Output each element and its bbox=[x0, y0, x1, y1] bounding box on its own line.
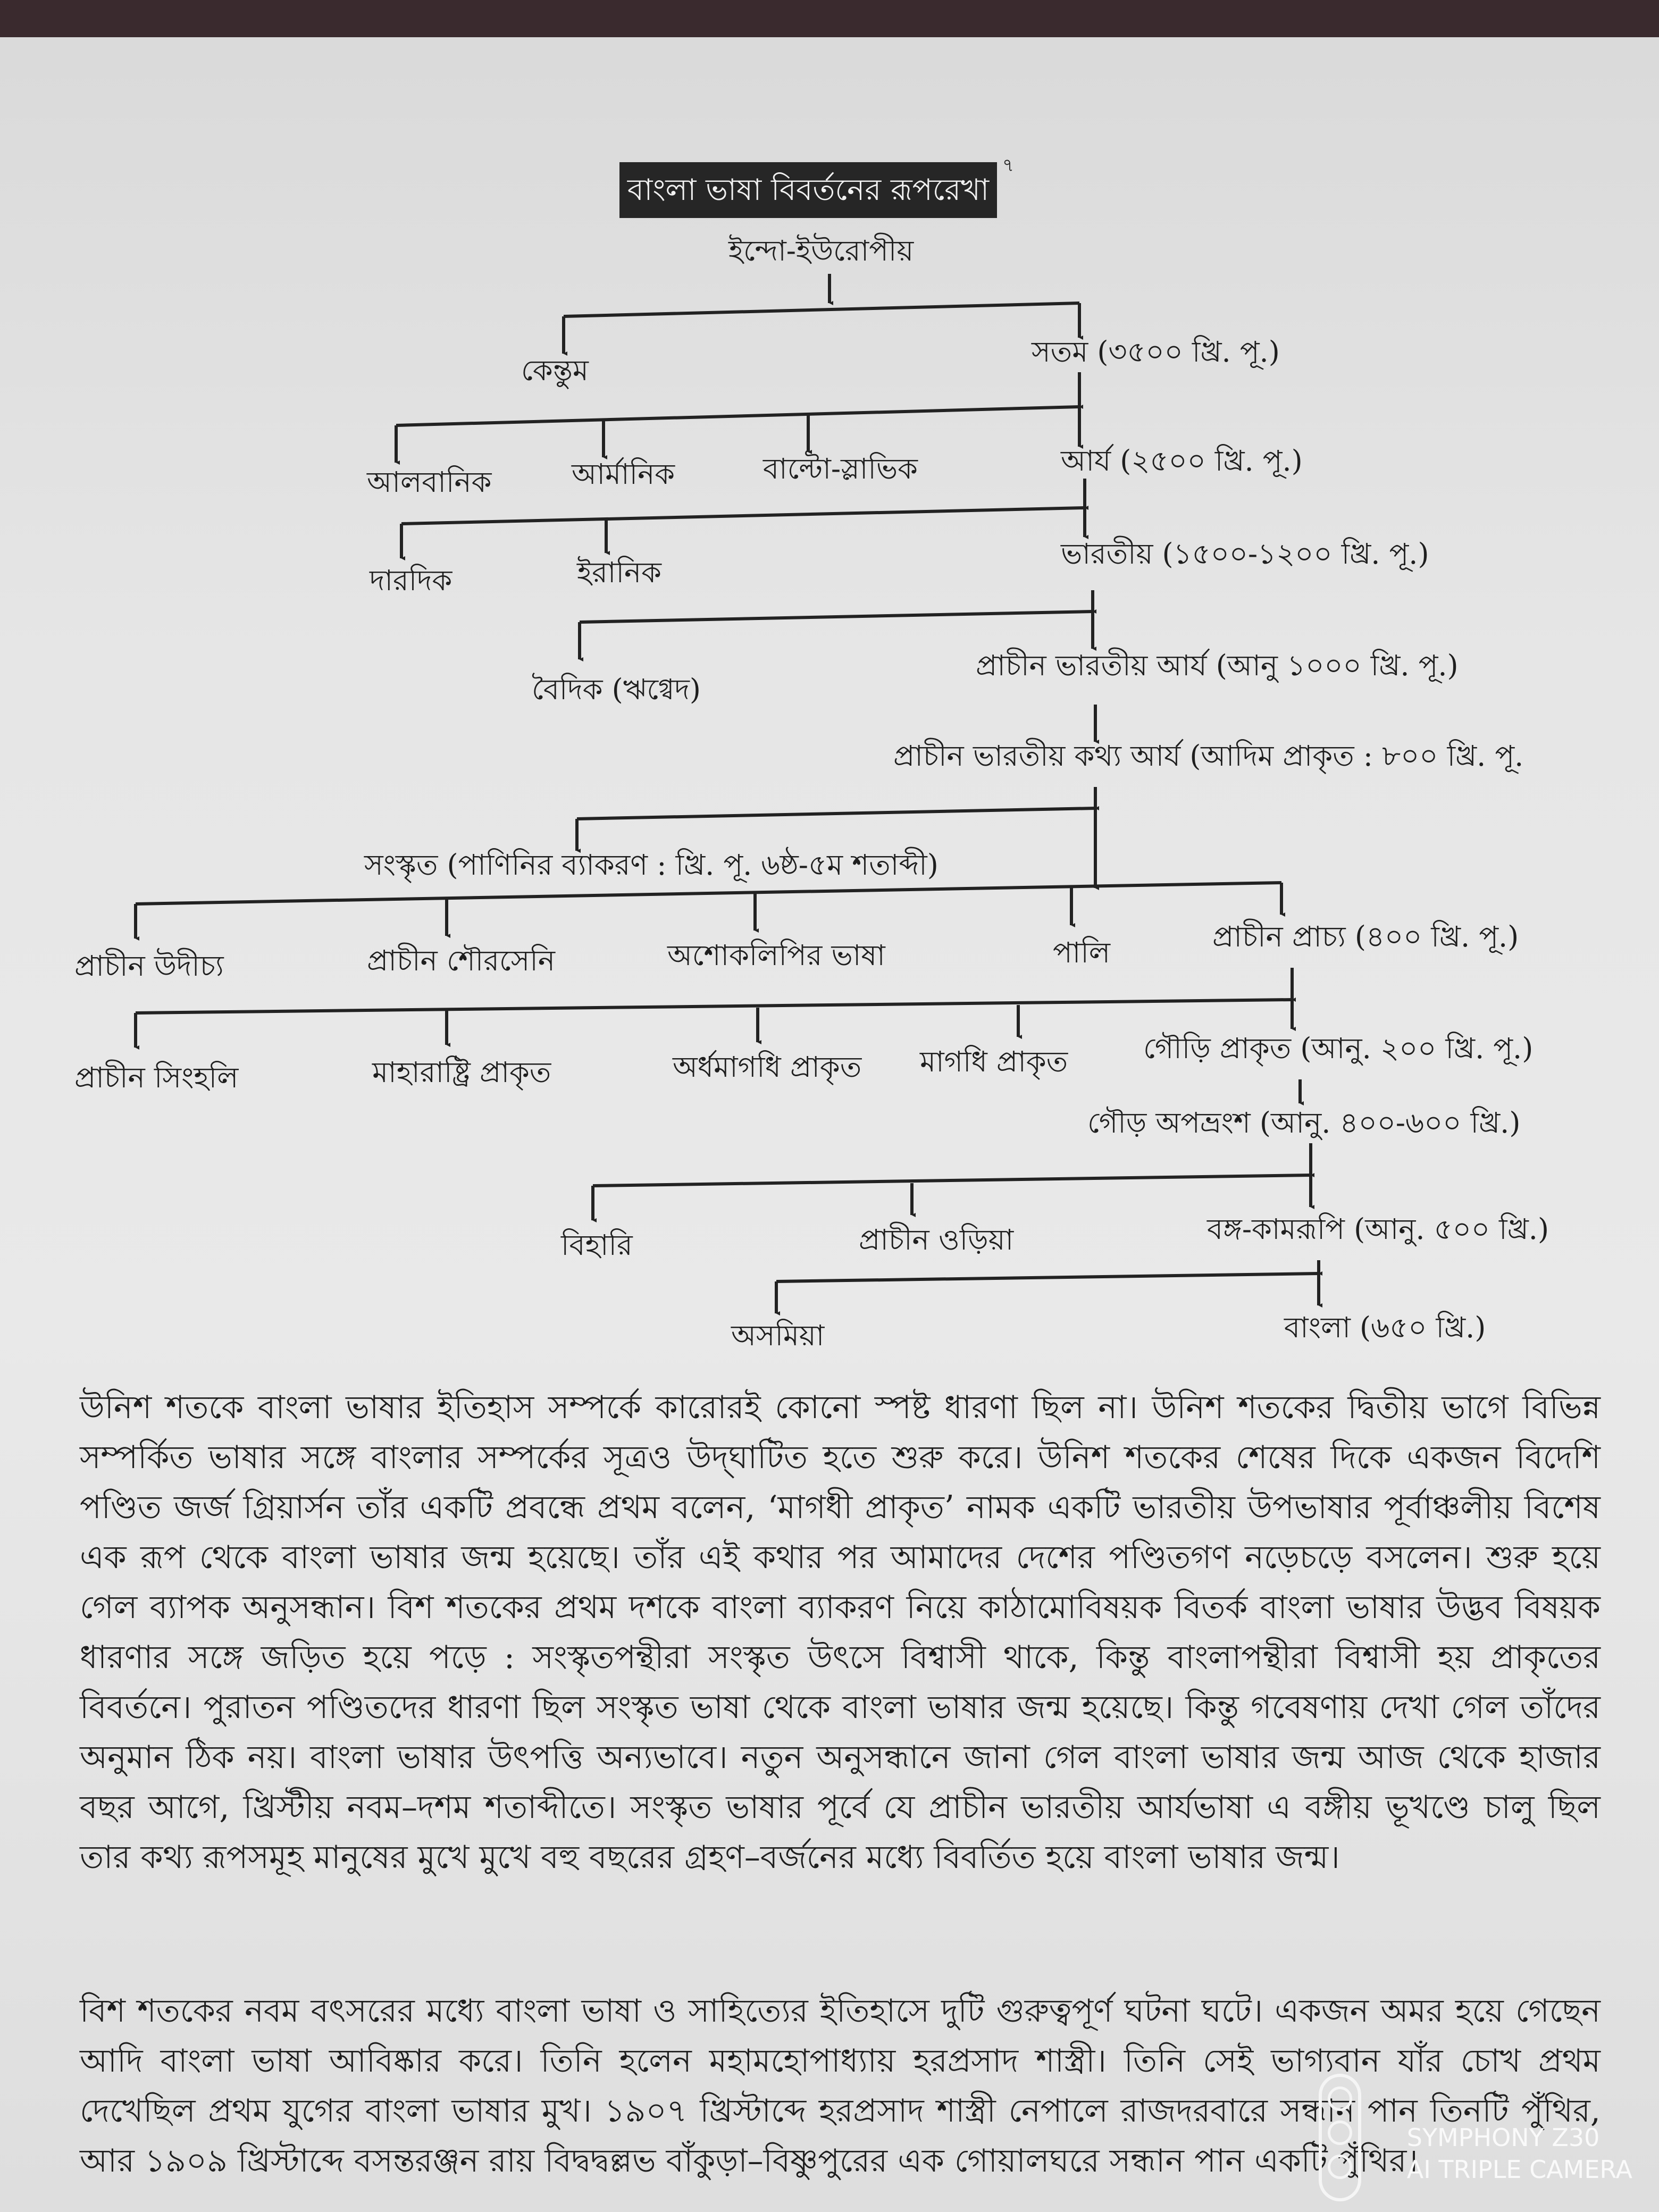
camera-icon bbox=[1319, 2074, 1361, 2201]
node-vedic: বৈদিক (ঋগ্বেদ) bbox=[532, 673, 701, 706]
node-kentum: কেন্তুম bbox=[521, 354, 589, 387]
node-ashokan: অশোকলিপির ভাষা bbox=[667, 939, 885, 972]
node-ardhamagadhi: অর্ধমাগধি প্রাকৃত bbox=[673, 1050, 862, 1084]
page-number: ৭ bbox=[1002, 155, 1015, 176]
page-title: বাংলা ভাষা বিবর্তনের রূপরেখা bbox=[619, 162, 997, 218]
body-paragraph-2: বিশ শতকের নবম বৎসরের মধ্যে বাংলা ভাষা ও সাহিত্যের ইতিহাসে দুটি গুরুত্বপূর্ণ ঘটনা ঘটে। একজন অমর হয়ে গেছেন আদি বাংলা ভাষা আবিষ্কার করে। তিনি হলেন মহামহোপাধ্যায় হরপ্রসাদ শাস্ত্রী। তিনি সেই ভাগ্যবান যাঁর চোখ প্রথম দেখেছিল প্রথম যুগের বাংলা ভাষার মুখ। ১৯০৭ খ্রিস্টাব্দে হরপ্রসাদ শাস্ত্রী নেপালে রাজদরবারে সন্ধান পান তিনটি পুঁথির, আর ১৯০৯ খ্রিস্টাব্দে বসন্তরঞ্জন রায় বিদ্বদ্বল্লভ বাঁকুড়া–বিষ্ণুপুরের এক গোয়ালঘরে সন্ধান পান একটি পুঁথির। bbox=[80, 1992, 1601, 2180]
node-assamese: অসমিয়া bbox=[731, 1319, 825, 1352]
watermark-camera: AI TRIPLE CAMERA bbox=[1406, 2155, 1632, 2184]
node-old-shauraseni: প্রাচীন শৌরসেনি bbox=[367, 944, 556, 977]
node-satem: সতম (৩৫০০ খ্রি. পূ.) bbox=[1032, 335, 1280, 368]
tree-connectors bbox=[136, 274, 1319, 1313]
node-old-udichya: প্রাচীন উদীচ্য bbox=[74, 949, 224, 983]
node-dardic: দারদিক bbox=[370, 564, 453, 597]
node-old-prachya: প্রাচীন প্রাচ্য (৪০০ খ্রি. পূ.) bbox=[1212, 920, 1519, 953]
node-arya: আর্য (২৫০০ খ্রি. পূ.) bbox=[1061, 444, 1303, 477]
node-armenian: আর্মানিক bbox=[572, 457, 675, 491]
node-old-indo-aryan: প্রাচীন ভারতীয় আর্য (আনু ১০০০ খ্রি. পূ.) bbox=[976, 649, 1459, 682]
node-old-sinhali: প্রাচীন সিংহলি bbox=[74, 1061, 239, 1094]
node-maharashtri: মাহারাষ্ট্রি প্রাকৃত bbox=[372, 1055, 551, 1089]
node-gaudi-prakrit: গৌড়ি প্রাকৃত (আনু. ২০০ খ্রি. পূ.) bbox=[1143, 1032, 1534, 1065]
node-balto-slavic: বাল্টো-স্লাভিক bbox=[763, 452, 918, 485]
node-sanskrit: সংস্কৃত (পাণিনির ব্যাকরণ : খ্রি. পূ. ৬ষ্ঠ-৫ম শতাব্দী) bbox=[364, 848, 939, 882]
node-banga-kamarupi: বঙ্গ-কামরূপি (আনু. ৫০০ খ্রি.) bbox=[1207, 1212, 1549, 1246]
node-pali: পালি bbox=[1053, 936, 1110, 969]
body-paragraph-1: উনিশ শতকে বাংলা ভাষার ইতিহাস সম্পর্কে কারোরই কোনো স্পষ্ট ধারণা ছিল না। উনিশ শতকের দ্বিতীয় ভাগে বিভিন্ন সম্পর্কিত ভাষার সঙ্গে বাংলার সম্পর্কের সূত্রও উদ্‌ঘাটিত হতে শুরু করে। উনিশ শতকের শেষের দিকে একজন বিদেশি পণ্ডিত জর্জ গ্রিয়ার্সন তাঁর একটি প্রবন্ধে প্রথম বলেন, ‘মাগধী প্রাকৃত’ নামক একটি ভারতীয় উপভাষার পূর্বাঞ্চলীয় বিশেষ এক রূপ থেকে বাংলা ভাষার জন্ম হয়েছে। তাঁর এই কথার পর আমাদের দেশের পণ্ডিতগণ নড়েচড়ে বসলেন। শুরু হয়ে গেল ব্যাপক অনুসন্ধান। বিশ শতকের প্রথম দশকে বাংলা ব্যাকরণ নিয়ে কাঠামোবিষয়ক বিতর্ক বাংলা ভাষার উদ্ভব বিষয়ক ধারণার সঙ্গে জড়িত হয়ে পড়ে : সংস্কৃতপন্থীরা সংস্কৃত উৎসে বিশ্বাসী থাকে, কিন্তু বাংলাপন্থীরা বিশ্বাসী হয় প্রাকৃতের বিবর্তনে। পুরাতন পণ্ডিতদের ধারণা ছিল সংস্কৃত ভাষা থেকে বাংলা ভাষার জন্ম হয়েছে। কিন্তু গবেষণায় দেখা গেল তাঁদের অনুমান ঠিক নয়। বাংলা ভাষার উৎপত্তি অন্যভাবে। নতুন অনুসন্ধানে জানা গেল বাংলা ভাষার জন্ম আজ থেকে হাজার বছর আগে, খ্রিস্টীয় নবম–দশম শতাব্দীতে। সংস্কৃত ভাষার পূর্বে যে প্রাচীন ভারতীয় আর্যভাষা এ বঙ্গীয় ভূখণ্ডে চালু ছিল তার কথ্য রূপসমূহ মানুষের মুখে মুখে বহু বছরের গ্রহণ–বর্জনের মধ্যে বিবর্তিত হয়ে বাংলা ভাষার জন্ম। bbox=[80, 1389, 1601, 1876]
node-iranic: ইরানিক bbox=[577, 556, 661, 589]
node-bangla: বাংলা (৬৫০ খ্রি.) bbox=[1284, 1311, 1486, 1344]
node-gaud-apabhramsha: গৌড় অপভ্রংশ (আনু. ৪০০-৬০০ খ্রি.) bbox=[1087, 1106, 1521, 1139]
node-old-oriya: প্রাচীন ওড়িয়া bbox=[859, 1223, 1014, 1256]
node-indo-european: ইন্দো-ইউরোপীয় bbox=[728, 234, 914, 267]
node-indic: ভারতীয় (১৫০০-১২০০ খ্রি. পূ.) bbox=[1061, 537, 1429, 571]
node-spoken-indo-aryan: প্রাচীন ভারতীয় কথ্য আর্য (আদিম প্রাকৃত : ৮০০ খ্রি. পূ. bbox=[893, 739, 1524, 773]
camera-watermark bbox=[1407, 2122, 1632, 2185]
watermark-model: SYMPHONY Z30 bbox=[1406, 2123, 1600, 2152]
node-magadhi: মাগধি প্রাকৃত bbox=[920, 1045, 1068, 1078]
node-albanian: আলবানিক bbox=[367, 465, 492, 499]
node-bihari: বিহারি bbox=[561, 1228, 633, 1262]
